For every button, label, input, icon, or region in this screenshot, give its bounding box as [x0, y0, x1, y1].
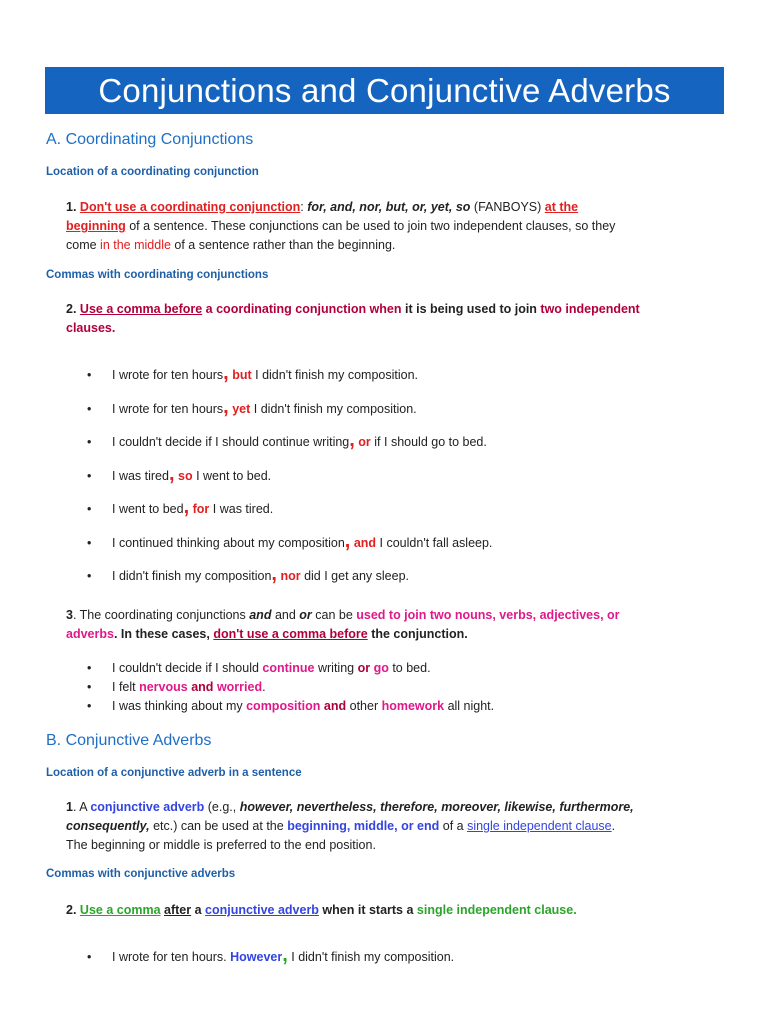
highlight-text: adverbs	[66, 627, 114, 641]
bullet: •	[87, 950, 92, 964]
comma: ,	[223, 396, 229, 418]
fanboys-list: for, and, nor, but, or, yet, so	[307, 200, 471, 214]
text: when it starts a	[318, 903, 417, 917]
conjunction: for	[192, 502, 210, 516]
text: can be	[311, 608, 357, 622]
rule-text: a coordinating conjunction when	[202, 302, 402, 316]
text: I couldn't fall asleep.	[376, 536, 493, 550]
highlight-word: worried	[216, 680, 263, 694]
text: I went to bed.	[192, 469, 272, 483]
section-a-paragraph-2	[66, 300, 726, 338]
highlight-word: continue	[262, 661, 315, 675]
text: all night.	[444, 699, 495, 713]
section-a-paragraph-1	[66, 198, 726, 255]
list-item	[87, 362, 419, 385]
highlight-text: in the middle	[100, 238, 171, 252]
list-item	[87, 396, 417, 419]
comma: ,	[344, 530, 351, 552]
list-item	[87, 429, 487, 452]
paragraph-number: 1	[66, 800, 73, 814]
text: etc.) can be used at the	[149, 819, 288, 833]
text: .	[573, 903, 577, 917]
text: The beginning or middle is preferred to the end position.	[66, 838, 376, 852]
list-item	[87, 678, 266, 697]
list-item	[87, 463, 272, 486]
text: I couldn't decide if I should	[112, 661, 263, 675]
highlight-word: nervous	[139, 680, 188, 694]
bullet: •	[87, 402, 92, 416]
text: . The coordinating conjunctions	[72, 608, 250, 622]
rule-text: Use a comma before	[79, 302, 203, 316]
text: .	[611, 819, 616, 833]
bullet: •	[87, 680, 92, 694]
conjunction: nor	[280, 569, 301, 583]
rule-text: at the	[544, 200, 579, 214]
section-b-paragraph-2	[66, 901, 726, 920]
bullet: •	[87, 699, 92, 713]
highlight-text: beginning, middle, or end	[287, 819, 440, 833]
highlight-word: composition	[246, 699, 321, 713]
section-a-heading: A. Coordinating Conjunctions	[46, 131, 254, 148]
text: of a sentence rather than the beginning.	[170, 238, 396, 252]
list-item	[87, 944, 455, 967]
conjunction: but	[232, 368, 252, 382]
conjunction: yet	[232, 402, 251, 416]
text: I couldn't decide if I should continue writing	[112, 435, 350, 449]
text: I wrote for ten hours	[112, 368, 224, 382]
bullet: •	[87, 502, 92, 516]
text: . A	[72, 800, 91, 814]
list-item	[87, 659, 431, 678]
text: did I get any sleep.	[300, 569, 409, 583]
text: I didn't finish my composition	[112, 569, 272, 583]
conjunction: or	[358, 435, 371, 449]
page-title: Conjunctions and Conjunctive Adverbs	[45, 67, 724, 114]
text: of a sentence. These conjunctions can be used to join two independent clauses, so they	[125, 219, 616, 233]
paragraph-number: 1.	[66, 200, 77, 214]
rule-text: don't use a comma before	[213, 627, 368, 641]
comma: ,	[183, 496, 190, 518]
bullet: •	[87, 469, 92, 483]
text: other	[346, 699, 382, 713]
conjunctive-adverb: However	[230, 950, 283, 964]
highlight-text: single independent clause	[416, 903, 574, 917]
conjunction: and	[191, 680, 214, 694]
section-b-heading: B. Conjunctive Adverbs	[46, 732, 212, 749]
comma: ,	[223, 362, 229, 384]
section-b-paragraph-1	[66, 798, 726, 855]
bullet: •	[87, 536, 92, 550]
text: I went to bed	[112, 502, 184, 516]
text: writing	[314, 661, 358, 675]
text: I didn't finish my composition.	[250, 402, 417, 416]
bullet: •	[87, 661, 92, 675]
text: (e.g.,	[204, 800, 240, 814]
text: I was thinking about my	[112, 699, 247, 713]
text: :	[300, 200, 308, 214]
text: of a	[439, 819, 468, 833]
bullet: •	[87, 435, 92, 449]
paragraph-number: 2.	[66, 302, 77, 316]
section-a-subheading-commas: Commas with coordinating conjunctions	[46, 269, 269, 281]
rule-text: Use a comma	[79, 903, 161, 917]
text: if I should go to bed.	[370, 435, 487, 449]
comma: ,	[168, 463, 175, 485]
rule-text: clauses.	[66, 321, 116, 335]
section-a-paragraph-3	[66, 606, 726, 644]
text: .	[262, 680, 266, 694]
section-b-subheading-commas: Commas with conjunctive adverbs	[46, 868, 236, 880]
bullet: •	[87, 368, 92, 382]
comma: ,	[282, 944, 288, 966]
rule-text: two independent	[540, 302, 640, 316]
highlight-text: used to join two nouns, verbs, adjectives, or	[356, 608, 620, 622]
paragraph-number: 3	[66, 608, 73, 622]
emphasis: and	[249, 608, 272, 622]
adverb-list: consequently,	[66, 819, 150, 833]
bullet: •	[87, 569, 92, 583]
text: I didn't finish my composition.	[287, 950, 455, 964]
rule-text: conjunctive adverb	[205, 903, 319, 917]
emphasis: or	[299, 608, 312, 622]
rule-text: after	[164, 903, 192, 917]
rule-text: beginning	[66, 219, 126, 233]
text: (FANBOYS)	[470, 200, 545, 214]
list-item	[87, 496, 274, 519]
conjunction: or	[357, 661, 371, 675]
text: I was tired.	[209, 502, 274, 516]
rule-text: Don't use a coordinating conjunction	[79, 200, 301, 214]
highlight-word: homework	[381, 699, 445, 713]
text: . In these cases,	[113, 627, 214, 641]
section-b-subheading-location: Location of a conjunctive adverb in a sentence	[46, 767, 302, 779]
text: I continued thinking about my composition	[112, 536, 345, 550]
list-item	[87, 563, 409, 586]
text: I wrote for ten hours.	[112, 950, 231, 964]
text: a	[191, 903, 206, 917]
text: I felt	[112, 680, 140, 694]
section-a-subheading-location: Location of a coordinating conjunction	[46, 166, 259, 178]
text: I was tired	[112, 469, 169, 483]
text: come	[66, 238, 101, 252]
paragraph-number: 2.	[66, 903, 77, 917]
text: I didn't finish my composition.	[251, 368, 419, 382]
text: and	[271, 608, 300, 622]
text: the conjunction.	[367, 627, 468, 641]
highlight-text: conjunctive adverb	[90, 800, 205, 814]
conjunction: and	[353, 536, 377, 550]
comma: ,	[271, 563, 277, 585]
list-item	[87, 530, 493, 553]
comma: ,	[349, 429, 355, 451]
text: it is being used to join	[401, 302, 541, 316]
conjunction: and	[323, 699, 347, 713]
highlight-word: go	[373, 661, 389, 675]
highlight-text: single independent clause	[467, 819, 612, 833]
conjunction: so	[178, 469, 193, 483]
text: I wrote for ten hours	[112, 402, 224, 416]
adverb-list: however, nevertheless, therefore, moreover, likewise, furthermore,	[239, 800, 634, 814]
text: to bed.	[388, 661, 431, 675]
list-item	[87, 697, 494, 716]
